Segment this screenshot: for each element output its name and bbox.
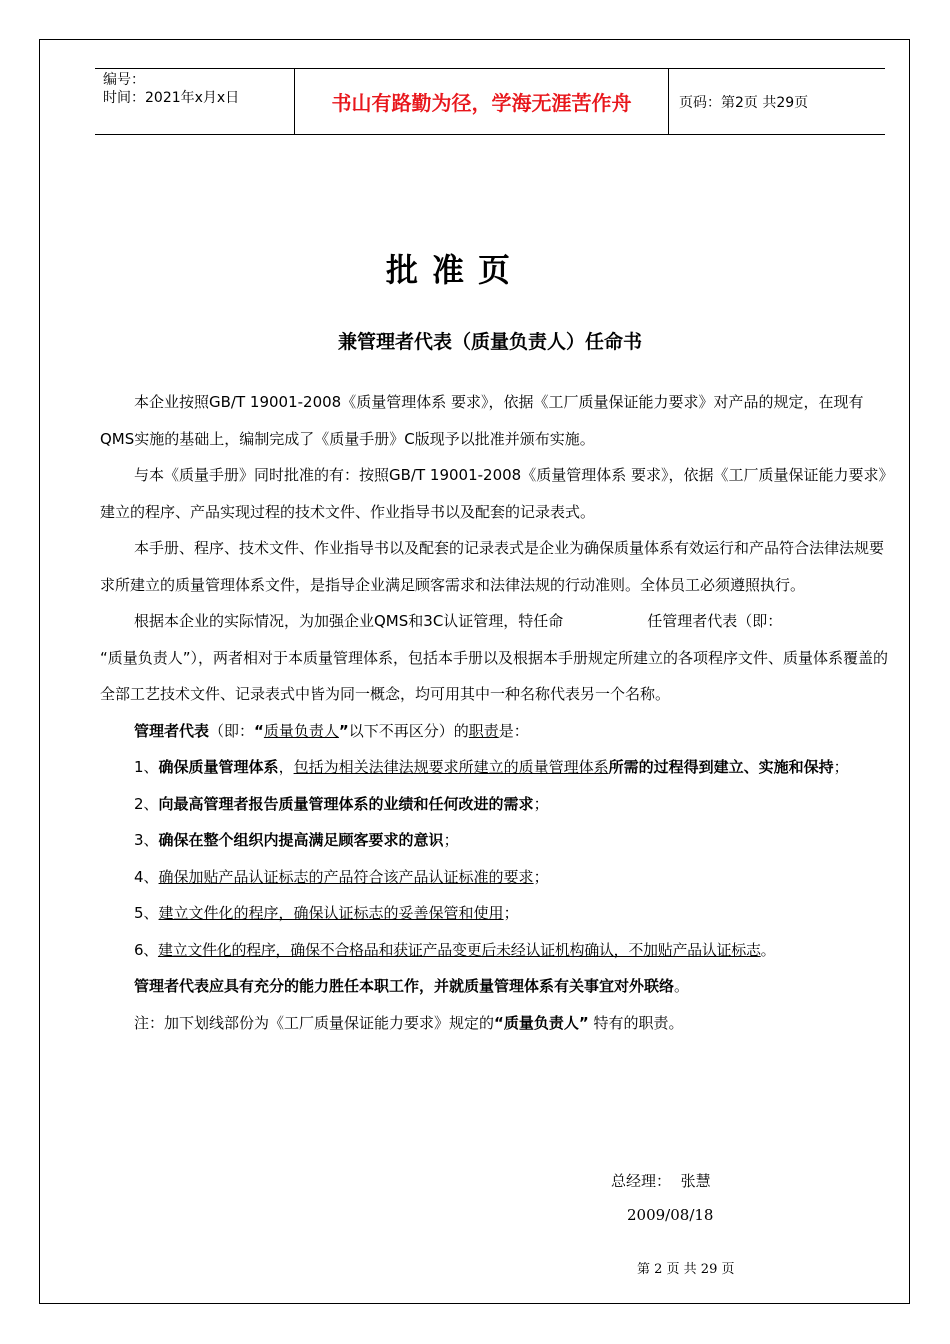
header-motto: 书山有路勤为径，学海无涯苦作舟: [295, 69, 669, 134]
closing-statement: 管理者代表应具有充分的能力胜任本职工作，并就质量管理体系有关事宜对外联络。: [134, 977, 690, 995]
note: 注：加下划线部份为《工厂质量保证能力要求》规定的“质量负责人” 特有的职责。: [134, 1013, 684, 1032]
duties-intro: 管理者代表（即：“质量负责人”以下不再区分）的职责是：: [134, 721, 529, 740]
duty-2: 2、向最高管理者报告质量管理体系的业绩和任何改进的需求；: [134, 794, 549, 813]
signature-line: [611, 1170, 711, 1191]
paragraph-4: [100, 603, 890, 640]
paragraph-4-part-b: 任管理者代表（即：: [647, 612, 783, 630]
header-page-info: 页码：第2页 共29页: [679, 95, 809, 111]
doc-time-label: 时间：2021年x月x日: [103, 90, 240, 106]
signature-label: 总经理：: [611, 1172, 672, 1190]
duty-5: 5、建立文件化的程序，确保认证标志的妥善保管和使用；: [134, 904, 519, 922]
paragraph-1: 本企业按照GB/T 19001-2008《质量管理体系 要求》，依据《工厂质量保证能力要求》对产品的规定，在现有QMS实施的基础上，编制完成了《质量手册》C版现予以批准并颁布实施。: [100, 393, 864, 448]
page-subtitle: 兼管理者代表（质量负责人）任命书: [337, 331, 642, 353]
duty-6: 6、建立文件化的程序，确保不合格品和获证产品变更后未经认证机构确认，不加贴产品认证标志。: [134, 940, 776, 959]
signature-date: 2009/08/18: [627, 1206, 714, 1224]
signature-name: 张慧: [680, 1172, 711, 1190]
document-body: [100, 384, 890, 1041]
duty-4: 4、确保加贴产品认证标志的产品符合该产品认证标准的要求；: [134, 867, 549, 886]
page-header: [95, 68, 885, 135]
duty-1: 1、确保质量管理体系，包括为相关法律法规要求所建立的质量管理体系所需的过程得到建立、实施和保持；: [134, 758, 849, 776]
duty-3: 3、确保在整个组织内提高满足顾客要求的意识；: [134, 831, 459, 849]
paragraph-2: 与本《质量手册》同时批准的有：按照GB/T 19001-2008《质量管理体系 要求》，依据《工厂质量保证能力要求》建立的程序、产品实现过程的技术文件、作业指导书以及配套的记录表式。: [100, 466, 886, 521]
page-footer: 第 2 页 共 29 页: [637, 1262, 735, 1277]
paragraph-3: 本手册、程序、技术文件、作业指导书以及配套的记录表式是企业为确保质量体系有效运行和产品符合法律法规要求所建立的质量管理体系文件，是指导企业满足顾客需求和法律法规的行动准则。全体员工必须遵照执行。: [100, 539, 885, 594]
header-meta: [95, 69, 295, 134]
paragraph-4-continued: “质量负责人”），两者相对于本质量管理体系，包括本手册以及根据本手册规定所建立的各项程序文件、质量体系覆盖的全部工艺技术文件、记录表式中皆为同一概念，均可用其中一种名称代表另一个名称。: [100, 648, 889, 703]
page-title: 批准页: [385, 251, 524, 289]
doc-number-label: 编号：: [103, 72, 145, 88]
paragraph-4-part-a: 根据本企业的实际情况，为加强企业QMS和3C认证管理，特任命: [134, 612, 564, 630]
